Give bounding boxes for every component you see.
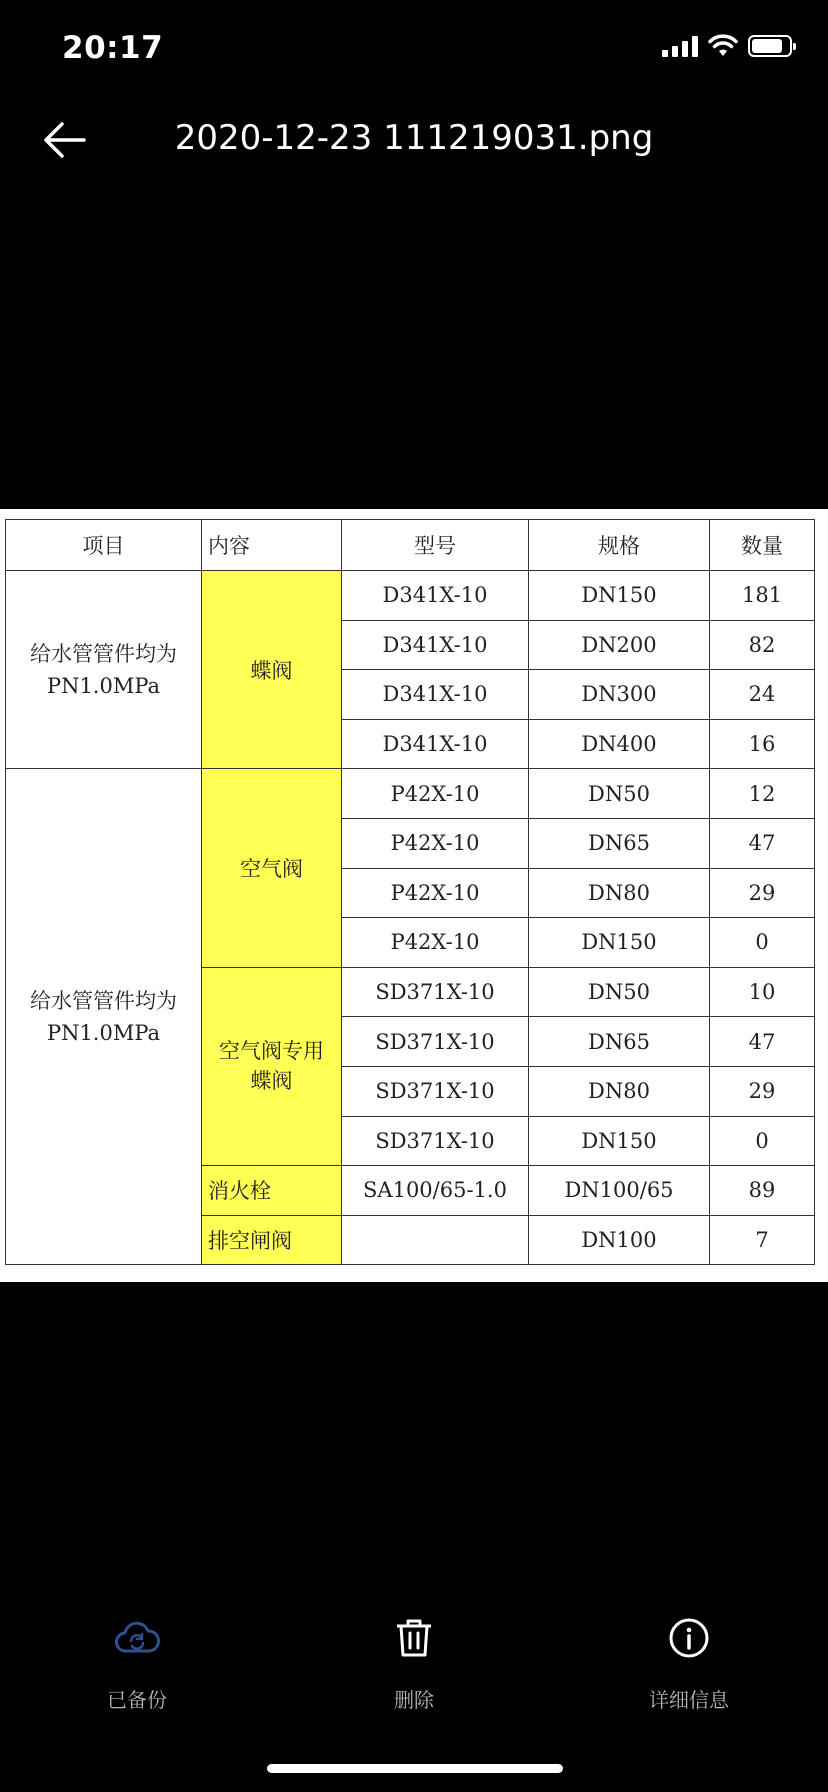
model-cell: D341X-10 (342, 719, 529, 769)
quantity-cell: 29 (710, 868, 815, 918)
cloud-backup-icon (114, 1619, 160, 1657)
quantity-cell: 16 (710, 719, 815, 769)
spec-cell: DN100/65 (529, 1166, 710, 1216)
wifi-icon (708, 34, 738, 58)
signal-icon (662, 35, 698, 57)
model-cell: SD371X-10 (342, 967, 529, 1017)
header-spec: 规格 (529, 520, 710, 571)
content-cell: 排空闸阀 (202, 1215, 342, 1265)
project-cell (6, 769, 202, 1265)
photo-viewer[interactable] (0, 509, 828, 1282)
status-time: 20:17 (62, 30, 164, 66)
quantity-cell: 181 (710, 571, 815, 621)
backup-button[interactable] (57, 1614, 217, 1713)
quantity-cell: 10 (710, 967, 815, 1017)
quantity-cell: 47 (710, 1017, 815, 1067)
model-cell: SA100/65-1.0 (342, 1166, 529, 1216)
model-cell: SD371X-10 (342, 1017, 529, 1067)
project-cell (6, 571, 202, 769)
spec-cell: DN65 (529, 1017, 710, 1067)
backup-label: 已备份 (107, 1688, 167, 1712)
model-cell: D341X-10 (342, 620, 529, 670)
quantity-cell: 29 (710, 1066, 815, 1116)
model-cell: D341X-10 (342, 670, 529, 720)
quantity-cell: 47 (710, 818, 815, 868)
spec-cell: DN50 (529, 967, 710, 1017)
delete-button[interactable] (334, 1614, 494, 1713)
project-text: 给水管管件均为 PN1.0MPa (30, 988, 177, 1045)
model-cell: SD371X-10 (342, 1116, 529, 1166)
quantity-cell: 12 (710, 769, 815, 819)
trash-icon (394, 1617, 434, 1659)
model-cell: SD371X-10 (342, 1066, 529, 1116)
info-icon (668, 1617, 710, 1659)
quantity-cell: 7 (710, 1215, 815, 1265)
project-text: 给水管管件均为 PN1.0MPa (30, 641, 177, 698)
model-cell (342, 1215, 529, 1265)
spec-cell: DN80 (529, 1066, 710, 1116)
quantity-cell: 0 (710, 1116, 815, 1166)
spec-cell: DN150 (529, 1116, 710, 1166)
model-cell: P42X-10 (342, 769, 529, 819)
status-icons (662, 34, 792, 58)
header-quantity: 数量 (710, 520, 815, 571)
delete-label: 删除 (394, 1688, 434, 1712)
spec-cell: DN80 (529, 868, 710, 918)
spec-cell: DN400 (529, 719, 710, 769)
content-cell (202, 967, 342, 1165)
info-label: 详细信息 (649, 1688, 729, 1712)
table-header-row (6, 520, 815, 571)
model-cell: P42X-10 (342, 918, 529, 968)
spec-cell: DN200 (529, 620, 710, 670)
model-cell: P42X-10 (342, 818, 529, 868)
spec-cell: DN150 (529, 918, 710, 968)
quantity-cell: 89 (710, 1166, 815, 1216)
table-row (6, 769, 815, 819)
content-cell: 空气阀 (202, 769, 342, 967)
quantity-cell: 82 (710, 620, 815, 670)
content-text: 空气阀专用 蝶阀 (219, 1039, 324, 1094)
model-cell: P42X-10 (342, 868, 529, 918)
quantity-cell: 24 (710, 670, 815, 720)
spreadsheet-table (5, 519, 815, 1265)
header-content: 内容 (202, 520, 342, 571)
content-cell: 蝶阀 (202, 571, 342, 769)
spec-cell: DN65 (529, 818, 710, 868)
header-project: 项目 (6, 520, 202, 571)
spec-cell: DN300 (529, 670, 710, 720)
model-cell: D341X-10 (342, 571, 529, 621)
home-indicator (267, 1764, 563, 1773)
spec-cell: DN150 (529, 571, 710, 621)
header-model: 型号 (342, 520, 529, 571)
battery-icon (748, 35, 792, 57)
content-cell: 消火栓 (202, 1166, 342, 1216)
page-title: 2020-12-23 111219031.png (174, 118, 654, 158)
quantity-cell: 0 (710, 918, 815, 968)
table-row (6, 571, 815, 621)
spec-cell: DN100 (529, 1215, 710, 1265)
info-button[interactable] (609, 1614, 769, 1713)
spec-cell: DN50 (529, 769, 710, 819)
